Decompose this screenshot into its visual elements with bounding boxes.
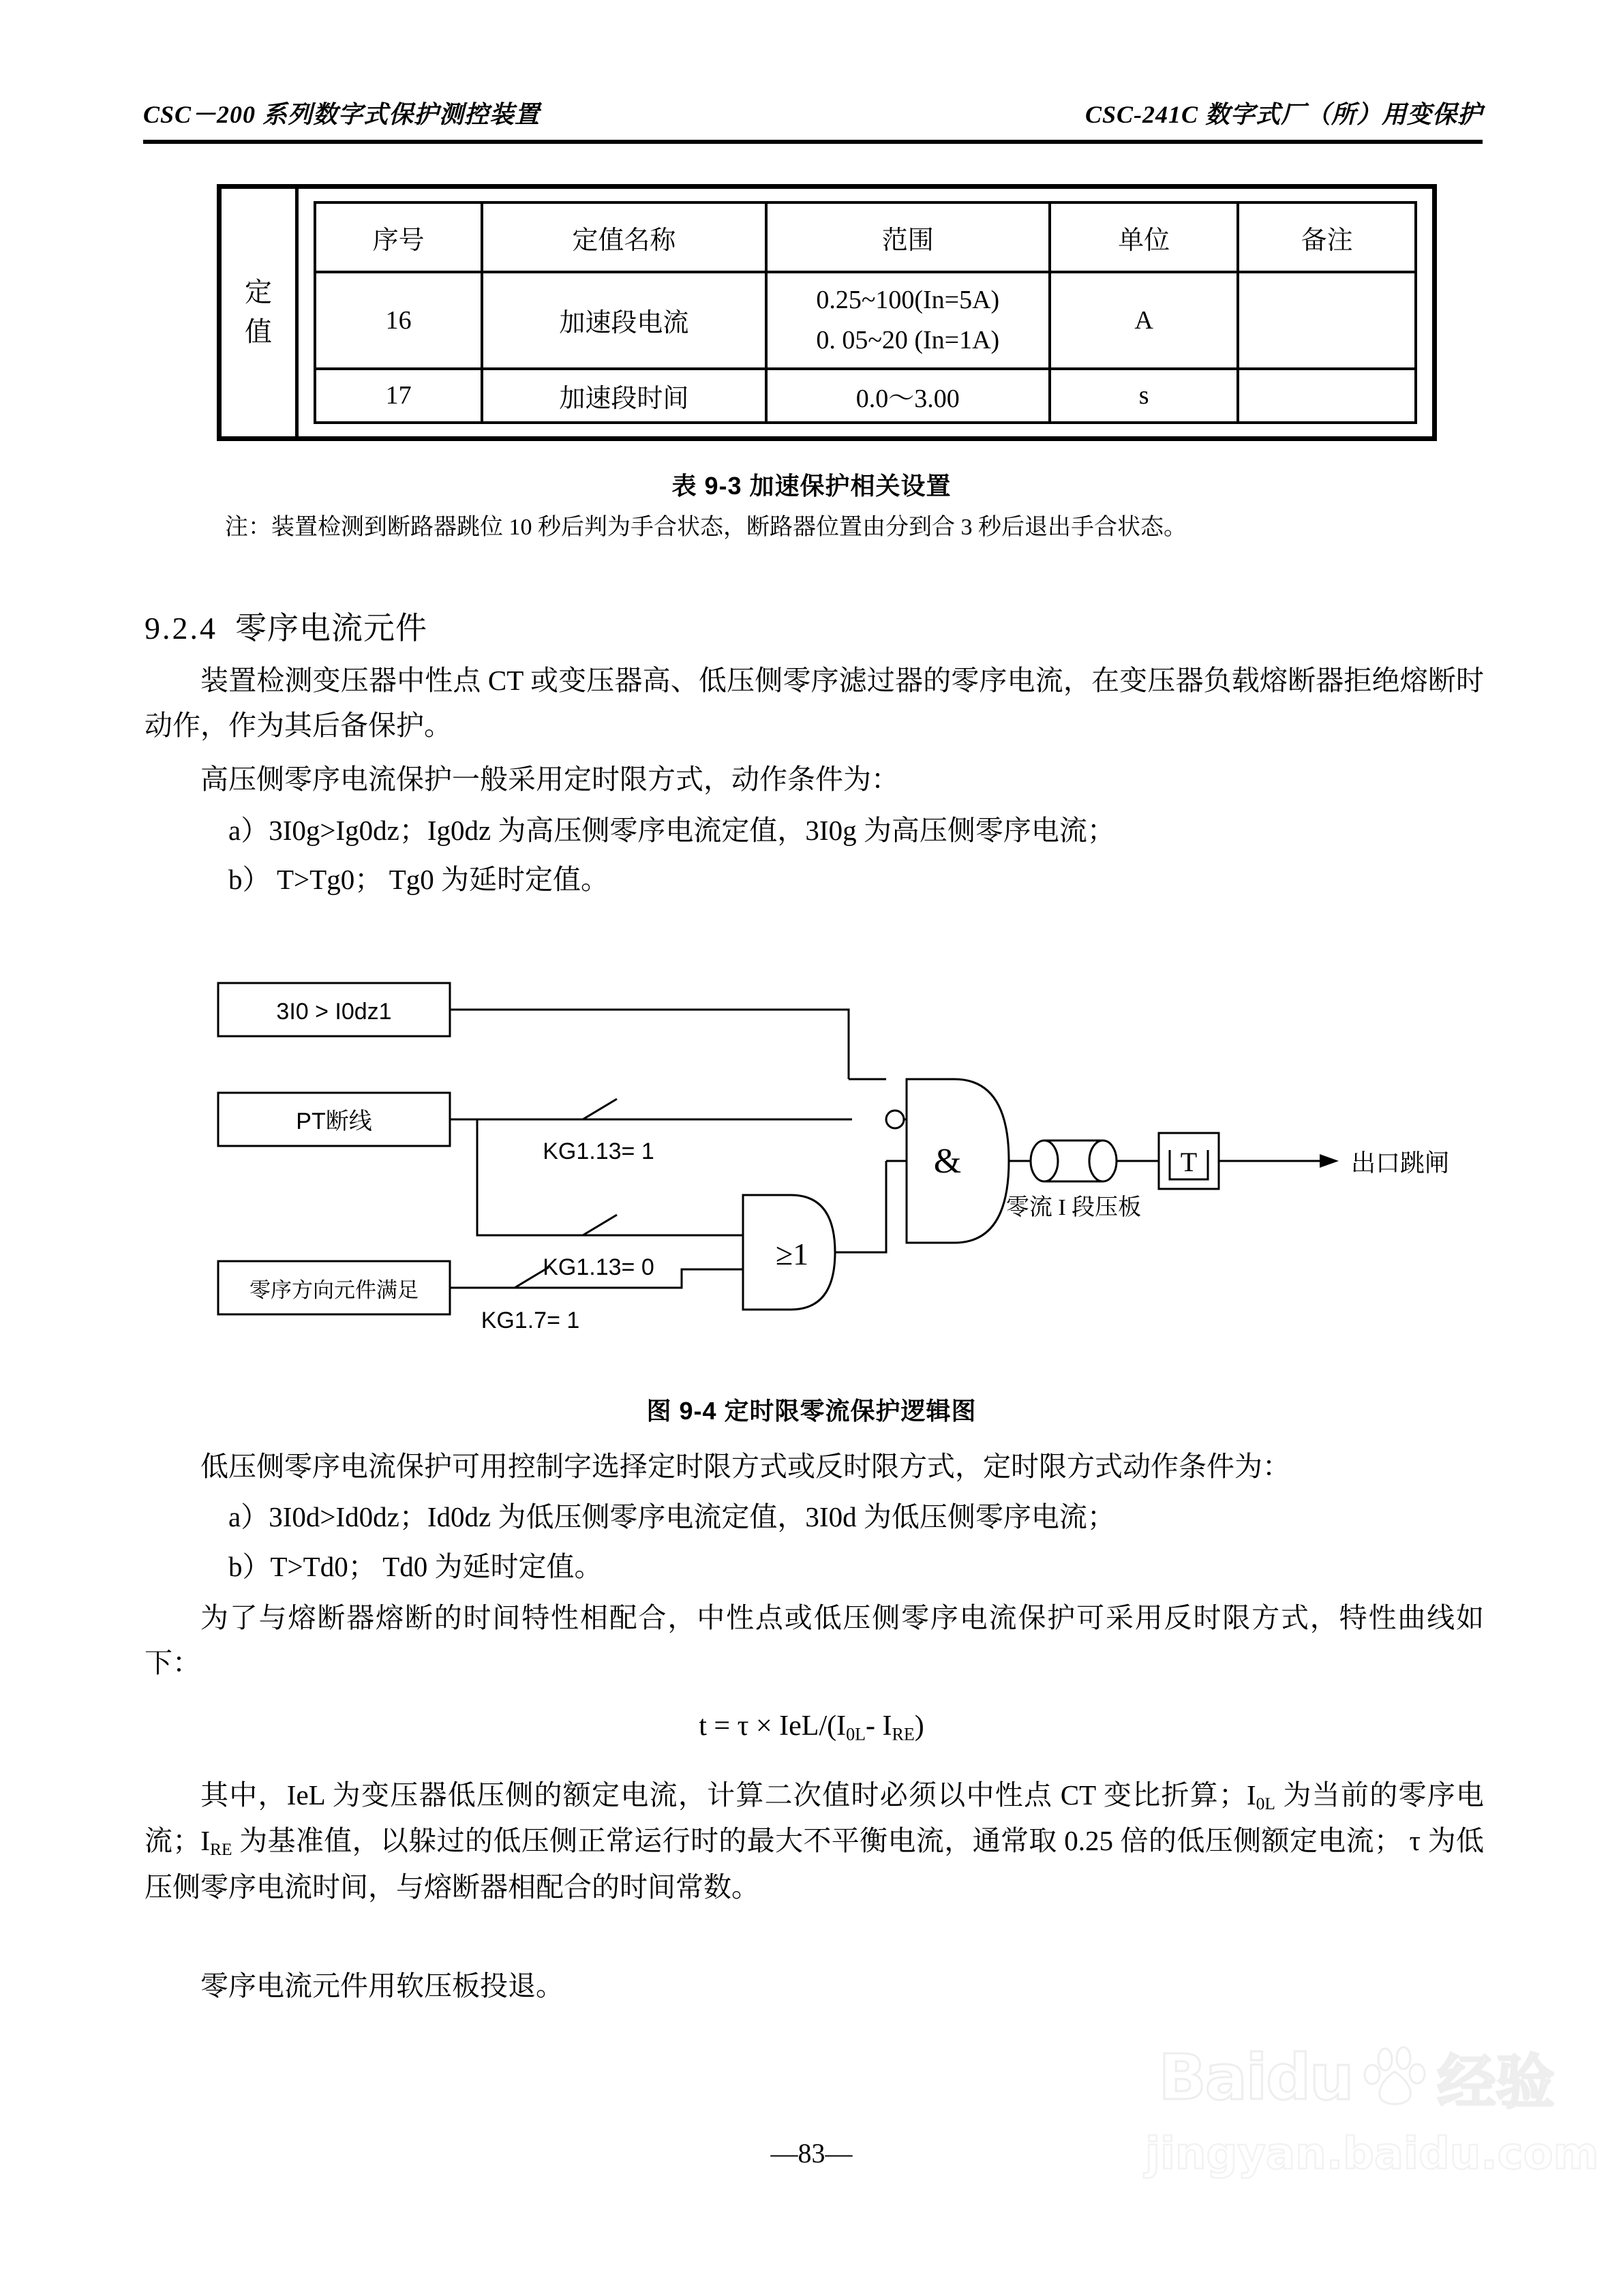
cell-unit-16: A bbox=[1050, 272, 1238, 369]
column-header-range: 范围 bbox=[766, 202, 1050, 272]
cell-no-17: 17 bbox=[315, 369, 482, 423]
paragraph-5 bbox=[145, 1772, 1484, 1909]
figure-caption: 图 9-4 定时限零流保护逻辑图 bbox=[646, 1397, 977, 1425]
formula-numerator: IeL/(I bbox=[772, 1710, 847, 1742]
input-label-zero-seq-dir: 零序方向元件满足 bbox=[249, 1278, 419, 1302]
column-header-remark: 备注 bbox=[1238, 202, 1416, 272]
formula-times: × bbox=[755, 1710, 772, 1742]
watermark-brand-cn: 经验 bbox=[1437, 2049, 1555, 2117]
or-gate-label: ≥1 bbox=[775, 1237, 809, 1271]
section-heading bbox=[145, 603, 427, 648]
table-side-label bbox=[222, 189, 299, 436]
switch-label-kg1-7-eq1: KG1.7= 1 bbox=[481, 1308, 580, 1333]
paragraph-3: 低压侧零序电流保护可用控制字选择定时限方式或反时限方式，定时限方式动作条件为： bbox=[200, 1451, 1290, 1482]
inverter-bubble-icon bbox=[886, 1111, 904, 1128]
p5-part-a: 其中，IeL 为变压器低压侧的额定电流，计算二次值时必须以中性点 CT 变比折算；I bbox=[200, 1779, 1256, 1811]
side-label-char-2: 值 bbox=[245, 316, 272, 348]
formula-mid: - I bbox=[866, 1710, 892, 1742]
pressplate-label: 零流 I 段压板 bbox=[1005, 1195, 1142, 1220]
wire-input1-to-and bbox=[450, 1010, 849, 1079]
input-label-pt-break: PT断线 bbox=[296, 1108, 372, 1134]
cell-name-16: 加速段电流 bbox=[482, 272, 765, 369]
cell-range-17: 0.0～3.00 bbox=[766, 369, 1050, 423]
header-divider-rule bbox=[143, 140, 1483, 144]
logic-diagram-figure bbox=[204, 954, 1541, 1350]
header-left-title: CSC－200 系列数字式保护测控装置 bbox=[143, 101, 541, 128]
formula-sub-re: RE bbox=[892, 1724, 915, 1744]
settings-table bbox=[314, 201, 1417, 424]
table-note: 注：装置检测到断路器跳位 10 秒后判为手合状态，断路器位置由分到合 3 秒后退出手合状态。 bbox=[225, 515, 1187, 540]
formula-close: ) bbox=[914, 1710, 924, 1742]
settings-table-container bbox=[217, 184, 1437, 441]
settings-table-inner bbox=[299, 189, 1432, 436]
list-item-b-low: b）T>Td0； Td0 为延时定值。 bbox=[228, 1551, 603, 1582]
timer-label: T bbox=[1180, 1147, 1198, 1177]
cell-range-16 bbox=[766, 272, 1050, 369]
watermark-brand: Baidu bbox=[1158, 2040, 1353, 2114]
table-row bbox=[315, 369, 1416, 423]
table-row bbox=[315, 272, 1416, 369]
paw-print-icon bbox=[1363, 2043, 1428, 2112]
and-gate-label: & bbox=[933, 1142, 962, 1181]
page-number: —83— bbox=[770, 2138, 853, 2169]
output-label: 出口跳闸 bbox=[1351, 1149, 1450, 1177]
column-header-name: 定值名称 bbox=[482, 202, 765, 272]
p5-sub-re: RE bbox=[210, 1840, 232, 1860]
running-header bbox=[143, 95, 1483, 130]
characteristic-formula bbox=[0, 1710, 1623, 1744]
formula-lhs: t = τ bbox=[699, 1710, 756, 1742]
pressplate-right-cap-icon bbox=[1089, 1141, 1117, 1181]
column-header-no: 序号 bbox=[315, 202, 482, 272]
formula-sub-0l: 0L bbox=[846, 1724, 866, 1744]
cell-no-16: 16 bbox=[315, 272, 482, 369]
switch-label-kg1-13-eq0: KG1.13= 0 bbox=[543, 1254, 654, 1280]
cell-remark-17 bbox=[1238, 369, 1416, 423]
side-label-char-1: 定 bbox=[245, 277, 272, 308]
header-right-title: CSC-241C 数字式厂（所）用变保护 bbox=[1084, 101, 1483, 128]
cell-name-17: 加速段时间 bbox=[482, 369, 765, 423]
list-item-a-low: a）3I0d>Id0dz；Id0dz 为低压侧零序电流定值，3I0d 为低压侧零序电流； bbox=[228, 1501, 1115, 1532]
switch-label-kg1-13-eq1: KG1.13= 1 bbox=[543, 1138, 654, 1164]
p5-part-b: 为当前的零序电流；I bbox=[145, 1779, 1484, 1857]
paragraph-6: 零序电流元件用软压板投退。 bbox=[200, 1970, 564, 2002]
pressplate-left-cap-icon bbox=[1031, 1141, 1058, 1181]
paragraph-1: 装置检测变压器中性点 CT 或变压器高、低压侧零序滤过器的零序电流，在变压器负载熔断器拒绝熔断时动作，作为其后备保护。 bbox=[145, 665, 1484, 742]
range-line-1: 0.25~100(In=5A) bbox=[816, 286, 1000, 314]
p5-sub-0l: 0L bbox=[1256, 1794, 1275, 1814]
input-label-3i0: 3I0 > I0dz1 bbox=[276, 999, 392, 1025]
switch-kg1-13-eq1 bbox=[583, 1099, 617, 1119]
list-item-a-high: a）3I0g>Ig0dz；Ig0dz 为高压侧零序电流定值，3I0g 为高压侧零序电流； bbox=[228, 815, 1115, 846]
list-item-b-high: b） T>Tg0； Tg0 为延时定值。 bbox=[228, 864, 609, 895]
cell-unit-17: s bbox=[1050, 369, 1238, 423]
watermark-url: jingyan.baidu.com bbox=[1145, 2129, 1599, 2179]
range-line-2: 0. 05~20 (In=1A) bbox=[816, 325, 1000, 354]
paragraph-2: 高压侧零序电流保护一般采用定时限方式，动作条件为： bbox=[200, 764, 899, 795]
cell-remark-16 bbox=[1238, 272, 1416, 369]
wire-or-to-and bbox=[835, 1161, 886, 1252]
p5-part-c: 为基准值，以躲过的低压侧正常运行时的最大不平衡电流，通常取 0.25 倍的低压侧额定电流； τ 为低压侧零序电流时间，与熔断器相配合的时间常数。 bbox=[145, 1825, 1484, 1903]
column-header-unit: 单位 bbox=[1050, 202, 1238, 272]
output-arrowhead-icon bbox=[1320, 1154, 1339, 1168]
paragraph-4: 为了与熔断器熔断的时间特性相配合，中性点或低压侧零序电流保护可采用反时限方式，特性曲线如下： bbox=[145, 1602, 1484, 1679]
table-caption: 表 9-3 加速保护相关设置 bbox=[671, 472, 952, 500]
section-number: 9.2.4 bbox=[145, 611, 217, 646]
section-title: 零序电流元件 bbox=[235, 611, 427, 646]
table-header-row bbox=[315, 202, 1416, 272]
switch-kg1-13-eq0 bbox=[583, 1215, 617, 1235]
